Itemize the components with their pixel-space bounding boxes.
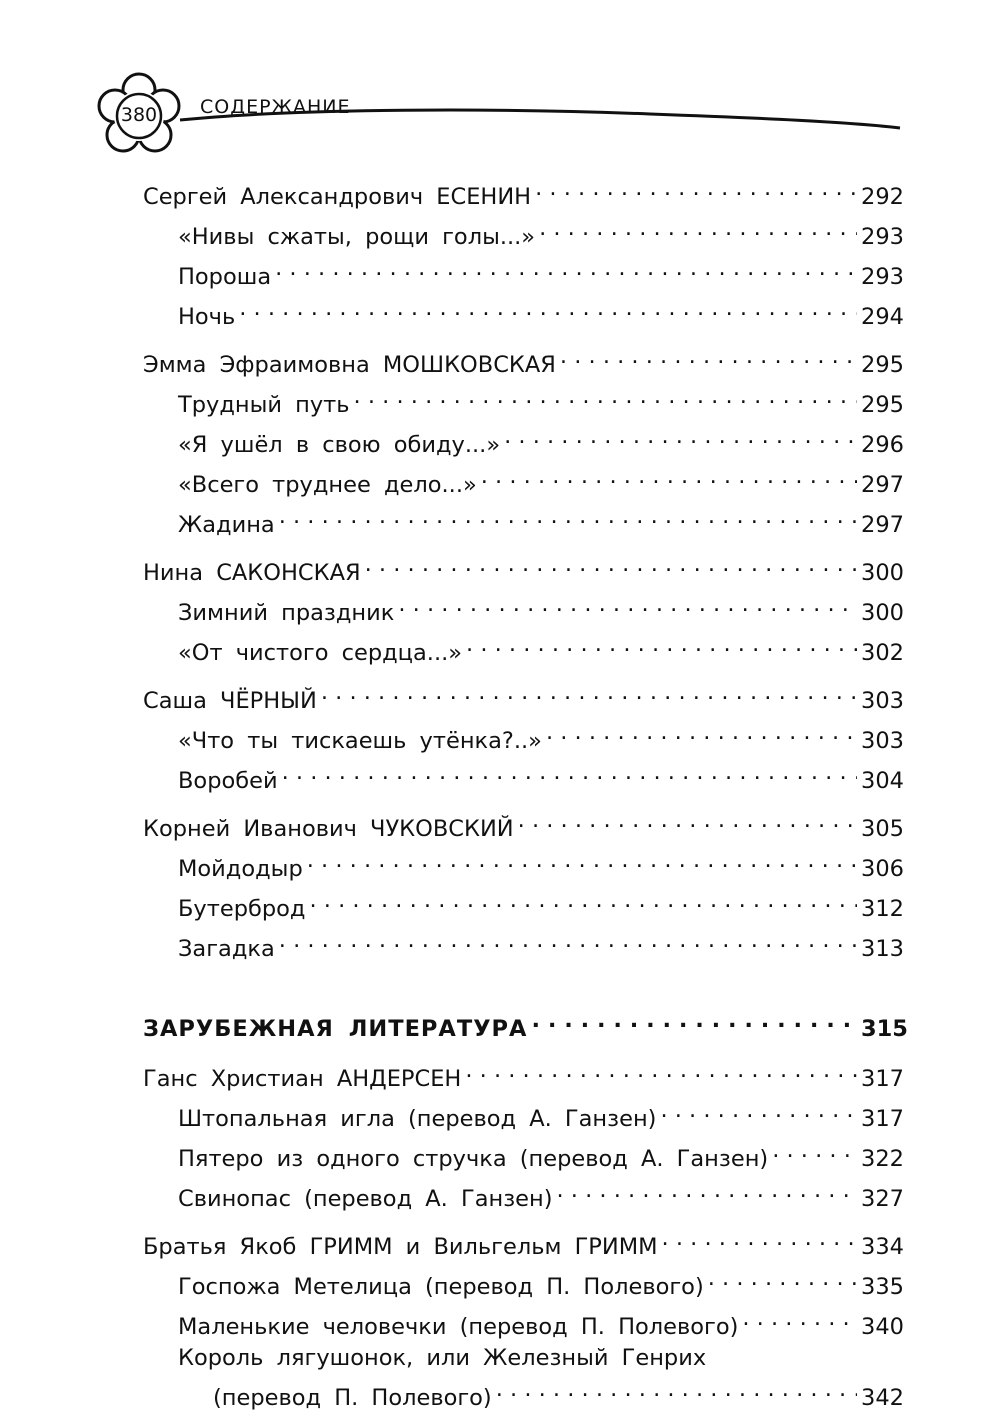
- dot-leader: [275, 253, 857, 284]
- dot-leader: [481, 461, 857, 492]
- toc-entry-page: 303: [861, 728, 904, 754]
- toc-item-row[interactable]: [143, 461, 903, 501]
- toc-entry-title: Пороша: [178, 264, 272, 290]
- toc-entry-title: Бутерброд: [178, 896, 306, 922]
- toc-entry-page: 295: [861, 392, 904, 418]
- toc-entry-title: Воробей: [178, 768, 278, 794]
- toc-item-row[interactable]: [143, 213, 903, 253]
- toc-entry-page: 306: [861, 856, 904, 882]
- dot-leader: [398, 589, 857, 620]
- toc-entry-page: 300: [861, 600, 904, 626]
- toc-entry-page: 303: [861, 688, 904, 714]
- toc-entry-page: 334: [861, 1234, 904, 1260]
- toc-entry-page: 297: [861, 512, 904, 538]
- toc-item-row-wrapped-second[interactable]: [143, 1374, 903, 1414]
- dot-leader: [539, 213, 857, 244]
- toc-author-row[interactable]: [143, 677, 903, 717]
- toc-author-row[interactable]: [143, 173, 903, 213]
- toc-item-row[interactable]: [143, 925, 903, 965]
- toc-entry-page: 305: [861, 816, 904, 842]
- toc-entry-page: 317: [861, 1066, 904, 1092]
- toc-item-row[interactable]: [143, 381, 903, 421]
- dot-leader: [365, 549, 857, 580]
- toc-entry-title: Штопальная игла (перевод А. Ганзен): [178, 1106, 657, 1132]
- dot-leader: [660, 1095, 857, 1126]
- toc-entry-title: Нина САКОНСКАЯ: [143, 560, 361, 586]
- toc-item-row[interactable]: [143, 421, 903, 461]
- toc-entry-title: Король лягушонок, или Железный Генрих: [178, 1345, 707, 1371]
- toc-entry-title: Свинопас (перевод А. Ганзен): [178, 1186, 553, 1212]
- page-header: [0, 0, 986, 170]
- toc-group-chukovsky: [143, 805, 903, 965]
- dot-leader: [531, 1005, 857, 1036]
- dot-leader: [307, 845, 857, 876]
- toc-entry-page: 304: [861, 768, 904, 794]
- toc-entry-page: 342: [861, 1385, 904, 1411]
- dot-leader: [662, 1223, 857, 1254]
- toc-entry-title: Саша ЧЁРНЫЙ: [143, 688, 317, 714]
- toc-item-row[interactable]: [143, 629, 903, 669]
- toc-entry-page: 297: [861, 472, 904, 498]
- toc-group-cherny: [143, 677, 903, 797]
- toc-section-foreign-literature[interactable]: [143, 1005, 908, 1045]
- toc-entry-title: Ночь: [178, 304, 236, 330]
- toc-entry-title: «От чистого сердца...»: [178, 640, 463, 666]
- dot-leader: [279, 501, 857, 532]
- toc-entry-page: 340: [861, 1314, 904, 1340]
- toc-item-row[interactable]: [143, 1095, 903, 1135]
- toc-entry-page: 313: [861, 936, 904, 962]
- toc-entry-page: 296: [861, 432, 904, 458]
- dot-leader: [354, 381, 857, 412]
- toc-entry-page: 335: [861, 1274, 904, 1300]
- page-number: 380: [120, 104, 158, 126]
- toc-entry-page: 312: [861, 896, 904, 922]
- dot-leader: [772, 1135, 857, 1166]
- toc-entry-title: Корней Иванович ЧУКОВСКИЙ: [143, 816, 514, 842]
- dot-leader: [321, 677, 857, 708]
- toc-entry-title: «Что ты тискаешь утёнка?..»: [178, 728, 542, 754]
- toc-entry-title: Братья Якоб ГРИММ и Вильгельм ГРИММ: [143, 1234, 658, 1260]
- toc-item-row[interactable]: [143, 589, 903, 629]
- toc-entry-page: 292: [861, 184, 904, 210]
- dot-leader: [239, 293, 857, 324]
- toc-entry-title: Сергей Александрович ЕСЕНИН: [143, 184, 532, 210]
- toc-entry-page: 315: [861, 1016, 908, 1042]
- toc-author-row[interactable]: [143, 805, 903, 845]
- toc-entry-title: «Нивы сжаты, рощи голы...»: [178, 224, 536, 250]
- toc-entry-title: Мойдодыр: [178, 856, 303, 882]
- table-of-contents: [143, 173, 908, 1422]
- dot-leader: [742, 1303, 857, 1334]
- toc-group-grimm: [143, 1223, 903, 1414]
- dot-leader: [309, 885, 857, 916]
- dot-leader: [518, 805, 857, 836]
- toc-entry-page: 300: [861, 560, 904, 586]
- toc-item-row-wrapped-first[interactable]: [143, 1343, 903, 1374]
- toc-item-row[interactable]: [143, 885, 903, 925]
- toc-entry-page: 294: [861, 304, 904, 330]
- toc-group-andersen: [143, 1055, 903, 1215]
- toc-item-row[interactable]: [143, 501, 903, 541]
- dot-leader: [496, 1374, 857, 1405]
- toc-item-row[interactable]: [143, 1263, 903, 1303]
- header-title: СОДЕРЖАНИЕ: [200, 96, 351, 118]
- dot-leader: [560, 341, 857, 372]
- dot-leader: [546, 717, 857, 748]
- toc-entry-title: Загадка: [178, 936, 275, 962]
- toc-author-row[interactable]: [143, 549, 903, 589]
- toc-entry-page: 317: [861, 1106, 904, 1132]
- toc-entry-page: 293: [861, 264, 904, 290]
- toc-item-row[interactable]: [143, 1135, 903, 1175]
- toc-item-row[interactable]: [143, 1303, 903, 1343]
- toc-entry-title: Жадина: [178, 512, 275, 538]
- dot-leader: [282, 757, 857, 788]
- toc-entry-title: Маленькие человечки (перевод П. Полевого): [178, 1314, 739, 1340]
- dot-leader: [279, 925, 857, 956]
- toc-entry-title: «Я ушёл в свою обиду...»: [178, 432, 501, 458]
- dot-leader: [466, 629, 857, 660]
- toc-entry-title: «Всего труднее дело...»: [178, 472, 477, 498]
- dot-leader: [708, 1263, 857, 1294]
- toc-item-row[interactable]: [143, 293, 903, 333]
- toc-item-row[interactable]: [143, 253, 903, 293]
- toc-entry-title: (перевод П. Полевого): [213, 1385, 492, 1411]
- toc-entry-page: 302: [861, 640, 904, 666]
- toc-entry-page: 327: [861, 1186, 904, 1212]
- toc-group-esenin: [143, 173, 903, 333]
- dot-leader: [465, 1055, 857, 1086]
- toc-entry-title: Трудный путь: [178, 392, 350, 418]
- toc-author-row[interactable]: [143, 1223, 903, 1263]
- toc-entry-page: 295: [861, 352, 904, 378]
- toc-item-row[interactable]: [143, 757, 903, 797]
- toc-item-row[interactable]: [143, 717, 903, 757]
- toc-item-row[interactable]: [143, 1175, 903, 1215]
- toc-group-moshkovskaya: [143, 341, 903, 541]
- toc-entry-page: 322: [861, 1146, 904, 1172]
- toc-entry-title: Зимний праздник: [178, 600, 395, 626]
- toc-entry-title: Эмма Эфраимовна МОШКОВСКАЯ: [143, 352, 556, 378]
- toc-author-row[interactable]: [143, 341, 903, 381]
- toc-author-row[interactable]: [143, 1055, 903, 1095]
- toc-section-title: ЗАРУБЕЖНАЯ ЛИТЕРАТУРА: [143, 1016, 528, 1042]
- dot-leader: [535, 173, 857, 204]
- toc-group-sakonskaya: [143, 549, 903, 669]
- toc-entry-title: Госпожа Метелица (перевод П. Полевого): [178, 1274, 704, 1300]
- toc-entry-page: 293: [861, 224, 904, 250]
- dot-leader: [557, 1175, 858, 1206]
- toc-entry-title: Пятеро из одного стручка (перевод А. Ганзен): [178, 1146, 769, 1172]
- toc-item-row[interactable]: [143, 845, 903, 885]
- dot-leader: [504, 421, 857, 452]
- toc-entry-title: Ганс Христиан АНДЕРСЕН: [143, 1066, 462, 1092]
